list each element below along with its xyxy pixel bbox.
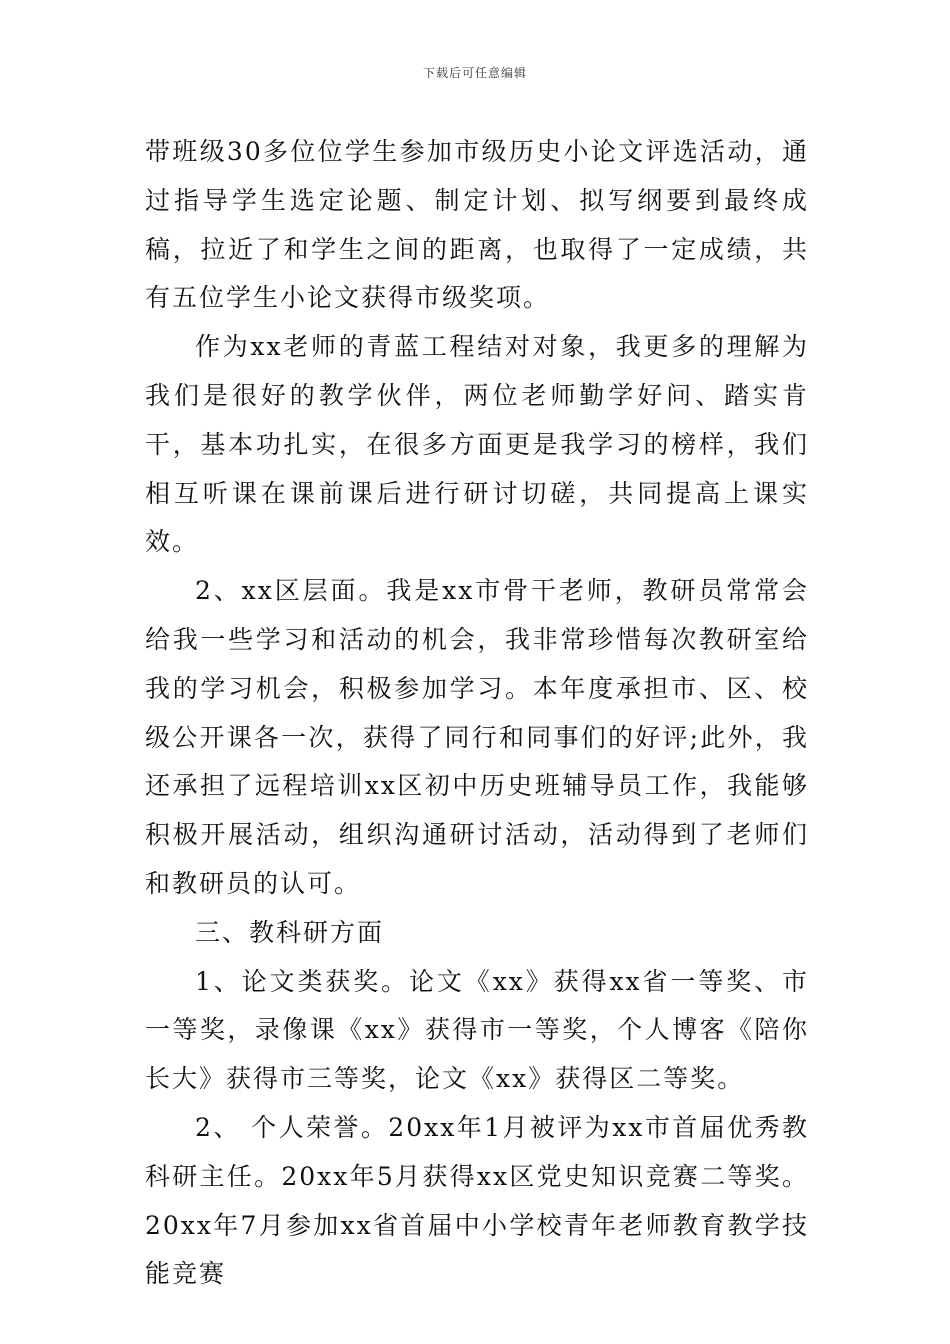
paragraph-3: 2、xx区层面。我是xx市骨干老师，教研员常常会给我一些学习和活动的机会，我非常珍惜每次教研室给我的学习机会，积极参加学习。本年度承担市、区、校级公开课各一次，获得了同行和同事们的好评;此外，我还承担了远程培训xx区初中历史班辅导员工作，我能够积极开展活动，组织沟通研讨活动，活动得到了老师们和教研员的认可。 bbox=[145, 576, 809, 898]
page-header-note: 下载后可任意编辑 bbox=[422, 66, 527, 80]
paragraph-4: 1、论文类获奖。论文《xx》获得xx省一等奖、市一等奖，录像课《xx》获得市一等奖，个人博客《陪你长大》获得市三等奖，论文《xx》获得区二等奖。 bbox=[145, 966, 809, 1094]
paragraph-2: 作为xx老师的青蓝工程结对对象，我更多的理解为我们是很好的教学伙伴，两位老师勤学好问、踏实肯干，基本功扎实，在很多方面更是我学习的榜样，我们相互听课在课前课后进行研讨切磋，共同提高上课实效。 bbox=[145, 332, 809, 557]
paragraph-1: 带班级30多位位学生参加市级历史小论文评选活动，通过指导学生选定论题、制定计划、拟写纲要到最终成稿，拉近了和学生之间的距离，也取得了一定成绩，共有五位学生小论文获得市级奖项。 bbox=[145, 137, 809, 313]
section-heading: 三、教科研方面 bbox=[195, 917, 385, 947]
document-body bbox=[145, 128, 809, 1299]
paragraph-5: 2、 个人荣誉。20xx年1月被评为xx市首届优秀教科研主任。20xx年5月获得xx区党史知识竞赛二等奖。20xx年7月参加xx省首届中小学校青年老师教育教学技能竞赛 bbox=[145, 1112, 809, 1289]
